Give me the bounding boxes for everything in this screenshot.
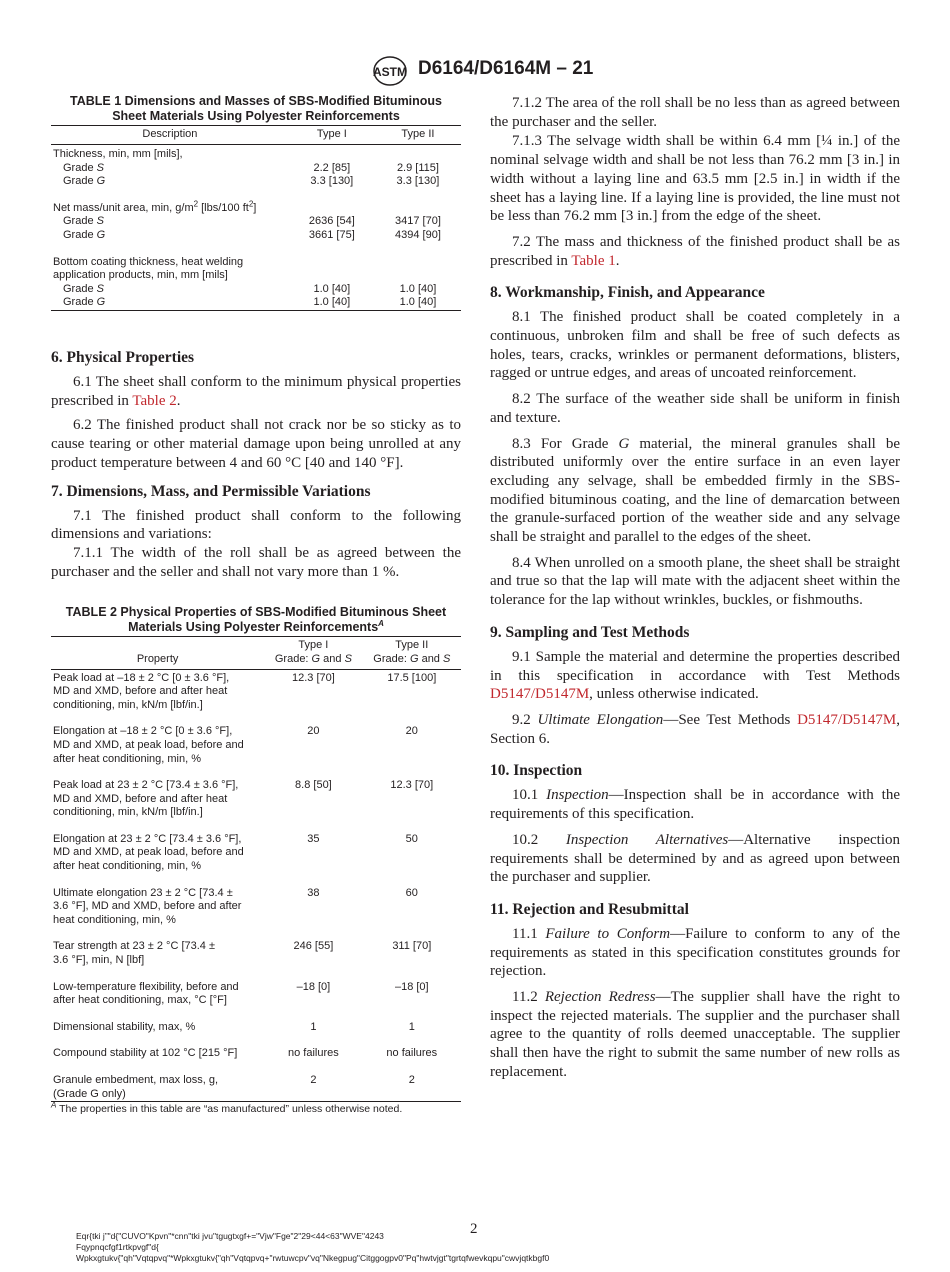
table2-caption (51, 605, 461, 635)
para-11-1: 11.1 Failure to Conform—Failure to conform to any of the requirements as stated in this specification constitutes grounds for rejection. (490, 925, 900, 980)
type2-value: 17.5 [100] (387, 671, 437, 684)
property-cell (51, 968, 264, 1008)
grade-g-label: Grade G (63, 175, 106, 188)
type1-value: 1 (310, 1020, 317, 1033)
type1-value: –18 [0] (296, 980, 331, 993)
para-8-4: 8.4 When unrolled on a smooth plane, the sheet shall be straight and true so that the lap will mate with the adjacent sheet within the tolerance for the lap without wrinkles, buckles, or fishmouths. (490, 554, 900, 609)
table2-header-row (51, 637, 461, 669)
table1-link[interactable]: Table 1 (571, 252, 616, 269)
property-line: after heat conditioning, max, °C [°F] (53, 994, 227, 1007)
table2 (51, 636, 461, 1102)
property-line: 3.6 °F], MD and XMD, before and after (53, 900, 242, 913)
section8-heading: 8. Workmanship, Finish, and Appearance (490, 284, 765, 302)
property-line: Elongation at 23 ± 2 °C [73.4 ± 3.6 °F], (53, 832, 242, 845)
type2-value: 12.3 [70] (390, 779, 434, 792)
table-row (51, 669, 461, 712)
table1-col-description: Description (51, 126, 289, 145)
property-line: conditioning, min, kN/m [lbf/in.] (53, 698, 203, 711)
type2-value: no failures (386, 1047, 438, 1060)
para-6-2: 6.2 The finished product shall not crack nor be so sticky as to cause tearing or other material damage upon being unrolled at any product temperature between 4 and 60 °C [40 and 140 °F]. (51, 417, 461, 471)
property-line: MD and XMD, at peak load, before and (53, 738, 244, 751)
table1-col-type2: Type II (375, 126, 461, 145)
type2-value: 60 (405, 886, 418, 899)
table-row (51, 175, 461, 189)
page-number: 2 (470, 1221, 478, 1237)
para-9-2: 9.2 Ultimate Elongation—See Test Methods D5147/D5147M, Section 6. (490, 711, 900, 747)
para-8-2: 8.2 The surface of the weather side shall be uniform in finish and texture. (490, 391, 900, 426)
property-line: heat conditioning, min, % (53, 913, 176, 926)
property-line: Dimensional stability, max, % (53, 1020, 196, 1033)
d5147-link[interactable]: D5147/D5147M (490, 686, 590, 703)
section10-heading: 10. Inspection (490, 762, 583, 780)
cell: 1.0 [40] (375, 296, 461, 310)
property-cell (51, 766, 264, 820)
type1-value: 38 (307, 886, 320, 899)
table2-col-property: Property (51, 637, 264, 669)
cell: 3.3 [130] (396, 175, 440, 188)
type1-value: 35 (307, 832, 320, 845)
table-row (51, 766, 461, 820)
table1-col-type1: Type I (289, 126, 375, 145)
table1-caption (51, 94, 461, 124)
property-line: Elongation at –18 ± 2 °C [0 ± 3.6 °F], (53, 725, 233, 738)
table1-caption-line2: Sheet Materials Using Polyester Reinforcements (112, 109, 400, 123)
para-7-1: 7.1 The finished product shall conform to the following dimensions and variations: (51, 507, 461, 543)
grade-s-label: Grade S (63, 161, 104, 174)
grade-s-label: Grade S (63, 282, 104, 295)
grade-s-label: Grade S (63, 215, 104, 228)
property-cell (51, 712, 264, 766)
bottom-label-1: Bottom coating thickness, heat welding (53, 255, 244, 268)
property-cell (51, 1034, 264, 1061)
cell: 1.0 [40] (289, 296, 375, 310)
table-row (51, 229, 461, 243)
table-row (51, 968, 461, 1008)
property-line: Tear strength at 23 ± 2 °C [73.4 ± (53, 940, 216, 953)
type1-value: 8.8 [50] (295, 779, 332, 792)
table-row (51, 1034, 461, 1061)
table-row (51, 256, 461, 270)
property-line: Ultimate elongation 23 ± 2 °C [73.4 ± (53, 886, 233, 899)
property-line: Granule embedment, max loss, g, (53, 1074, 219, 1087)
table-row (51, 1061, 461, 1102)
left-column (51, 94, 461, 1115)
para-7-1-1: 7.1.1 The width of the roll shall be as agreed between the purchaser and the seller and shall not vary more than 1 %. (51, 544, 461, 580)
mass-label: Net mass/unit area, min, $g/m^2$ [lbs/100 $ft^2$] (53, 199, 257, 214)
cell: 3661 [75] (308, 229, 355, 242)
para-6-1: 6.1 The sheet shall conform to the minimum physical properties prescribed in Table 2. (51, 374, 461, 409)
para-8-3: 8.3 For Grade G material, the mineral granules shall be distributed uniformly over the entire surface in an even layer excluding any selvage, shall be embedded firmly in the SBS-modified bituminous coating, and the line of demarcation between the granule-surfaced portion of the weather side and any selvage shall be straight and parallel to the edges of the sheet. (490, 435, 900, 546)
page-header (0, 56, 950, 86)
table2-link[interactable]: Table 2 (132, 392, 177, 409)
type2-value: 50 (405, 832, 418, 845)
table2-caption-line2: Materials Using Polyester Reinforcements$^A$ (128, 619, 384, 635)
type2-value: 311 [70] (392, 940, 432, 953)
para-10-2: 10.2 Inspection Alternatives—Alternative inspection requirements shall be determined by and as agreed upon between the purchaser and supplier. (490, 831, 900, 886)
d5147-link[interactable]: D5147/D5147M (797, 711, 897, 728)
section6-heading: 6. Physical Properties (51, 349, 195, 367)
cell: 4394 [90] (395, 229, 441, 242)
cell: 2.2 [85] (313, 161, 351, 174)
para-7-2: 7.2 The mass and thickness of the finished product shall be as prescribed in Table 1. (490, 233, 900, 269)
table-row (51, 162, 461, 176)
table-row (51, 202, 461, 216)
table-row (51, 712, 461, 766)
para-7-1-3: 7.1.3 The selvage width shall be within 6.4 mm [¼ in.] of the nominal selvage width and shall be not less than 76.2 mm [3 in.] in width without a laying line and 63.5 mm [2.5 in.] in width if the sheet has a laying line. If a laying line is provided, the line must not be less than 76.2 mm [3 in.] from the edge of the sheet. (490, 133, 900, 225)
table2-caption-line1: TABLE 2 Physical Properties of SBS-Modified Bituminous Sheet (65, 605, 447, 620)
table-row (51, 269, 461, 283)
document-designation: D6164/D6164M – 21 (418, 58, 594, 79)
para-9-1: 9.1 Sample the material and determine the properties described in this specification in accordance with Test Methods D5147/D5147M, unless otherwise indicated. (490, 648, 900, 703)
cell: 1.0 [40] (313, 282, 351, 295)
table2-col-type1: Type I Grade: G and S (264, 637, 362, 669)
section7-heading: 7. Dimensions, Mass, and Permissible Variations (51, 482, 371, 500)
type1-value: 20 (307, 725, 320, 738)
table2-footnote: $^A$ The properties in this table are “as manufactured” unless otherwise noted. (51, 1100, 403, 1116)
property-cell (51, 874, 264, 928)
cell: 3417 [70] (395, 215, 441, 228)
property-cell (51, 820, 264, 874)
property-line: after heat conditioning, min, % (53, 860, 201, 873)
para-10-1: 10.1 Inspection—Inspection shall be in accordance with the requirements of this specification. (490, 787, 901, 823)
table1 (51, 125, 461, 311)
property-cell (51, 1008, 264, 1035)
para-11-2: 11.2 Rejection Redress—The supplier shall have the right to inspect the rejected materials. The supplier and the purchaser shall agree to the quantity of rolls deemed unacceptable. The supplier shall then have the right to submit the same number of new rolls as replacement. (490, 989, 900, 1080)
property-cell (51, 1061, 264, 1102)
property-line: MD and XMD, at peak load, before and (53, 846, 244, 859)
section11-heading: 11. Rejection and Resubmittal (490, 900, 689, 918)
grade-g-label: Grade G (51, 296, 289, 310)
property-line: MD and XMD, before and after heat (53, 792, 228, 805)
table-row (51, 1008, 461, 1035)
table-row (51, 283, 461, 297)
table2-col-type2: Type II Grade: G and S (363, 637, 461, 669)
property-line: Peak load at –18 ± 2 °C [0 ± 3.6 °F], (53, 671, 230, 684)
property-line: Low-temperature flexibility, before and (53, 980, 239, 993)
table1-caption-line1: TABLE 1 Dimensions and Masses of SBS-Modified Bituminous (69, 94, 443, 108)
table1-header-row (51, 126, 461, 145)
para-7-1-2: 7.1.2 The area of the roll shall be no less than as agreed between the purchaser and the seller. (490, 95, 900, 130)
type2-value: 1 (408, 1020, 415, 1033)
property-line: (Grade G only) (53, 1087, 126, 1100)
copyright-footer (76, 1231, 549, 1264)
section9-heading: 9. Sampling and Test Methods (490, 623, 690, 641)
property-line: after heat conditioning, min, % (53, 752, 201, 765)
property-line: Compound stability at 102 °C [215 °F] (53, 1047, 238, 1060)
type2-value: 20 (405, 725, 418, 738)
cell: 2636 [54] (308, 215, 355, 228)
property-cell (51, 669, 264, 712)
para-8-1: 8.1 The finished product shall be coated completely in a continuous, unbroken film and shall be free of such defects as holes, tears, cracks, wrinkles or permanent deformations, blisters, ragged or untrue edges, and areas of uncoated reinforcement. (490, 309, 900, 382)
cell: 1.0 [40] (399, 282, 437, 295)
bottom-label-2: application products, min, mm [mils] (53, 269, 228, 282)
property-line: conditioning, min, kN/m [lbf/in.] (53, 806, 203, 819)
table-row (51, 215, 461, 229)
cell: 3.3 [130] (310, 175, 354, 188)
thickness-label: Thickness, min, mm [mils], (53, 148, 183, 161)
table-row (51, 874, 461, 928)
grade-g-label: Grade G (63, 229, 106, 242)
type1-value: 12.3 [70] (291, 671, 335, 684)
property-cell (51, 927, 264, 967)
property-line: 3.6 °F], min, N [lbf] (53, 954, 145, 967)
footer-line: Wpkxgtukv{"qh"Vqtqpvq"*Wpkxgtukv{"qh"Vqtqpvq+"rwtuwcpv"vq"Nkegpug"Citggogpv0"Pq"hwtvjgt"tgrtqfwevkqpu"cwvjqtkbgf0 (76, 1253, 550, 1263)
type2-value: –18 [0] (394, 980, 429, 993)
table-row (51, 927, 461, 967)
cell: 2.9 [115] (396, 161, 439, 174)
type1-value: 2 (264, 1061, 362, 1102)
right-column (490, 94, 900, 1082)
property-line: Peak load at 23 ± 2 °C [73.4 ± 3.6 °F], (53, 779, 239, 792)
table-row (51, 820, 461, 874)
type1-value: no failures (288, 1047, 339, 1060)
property-line: MD and XMD, before and after heat (53, 685, 228, 698)
table-row (51, 148, 461, 162)
astm-logo-icon (373, 56, 407, 86)
table-row (51, 296, 461, 310)
type1-value: 246 [55] (293, 940, 334, 953)
svg-text:ASTM: ASTM (373, 65, 407, 79)
footer-line: Fqypnqcfgf1rtkpvgf"d{ (76, 1242, 159, 1252)
type2-value: 2 (363, 1061, 461, 1102)
footer-line: Eqr{tki j”"d{"CUVO"Kpvn"*cnn"tki jvu"tgugtxgf+="Vjw"Fge"2"29<44<63"WVE"4243 (76, 1231, 384, 1241)
